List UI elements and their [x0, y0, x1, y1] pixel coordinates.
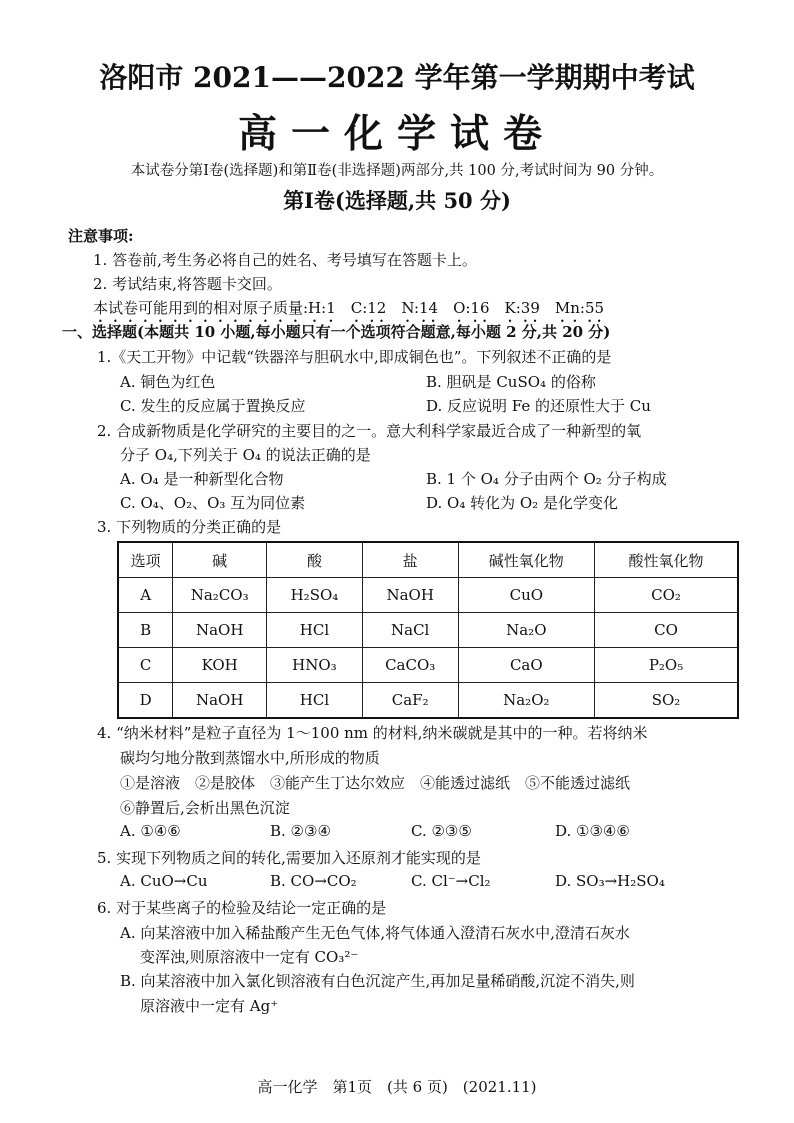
- q6-option-b-line2: 原溶液中一定有 Ag⁺: [140, 997, 279, 1015]
- q4-statements-line1: ①是溶液 ②是胶体 ③能产生丁达尔效应 ④能透过滤纸 ⑤不能透过滤纸: [120, 774, 631, 792]
- q4-stem-line2: 碳均匀地分散到蒸馏水中,所形成的物质: [120, 749, 380, 767]
- atomic-mass-line: 本试卷可能用到的相对原子质量:H:1 C:12 N:14 O:16 K:39 Mn:55: [93, 299, 605, 317]
- table-header-cell: 酸性氧化物: [595, 542, 738, 578]
- table-cell: CaF₂: [362, 683, 458, 719]
- table-cell: NaCl: [362, 613, 458, 648]
- table-cell: CO₂: [595, 578, 738, 613]
- table-cell: CuO: [458, 578, 595, 613]
- table-cell: HNO₃: [267, 648, 363, 683]
- note-item-2: 2. 考试结束,将答题卡交回。: [93, 275, 282, 293]
- q4-option-d: D. ①③④⑥: [555, 822, 630, 840]
- table-row: [118, 683, 738, 719]
- table-cell: D: [118, 683, 173, 719]
- table-cell: CaO: [458, 648, 595, 683]
- q5-option-b: B. CO→CO₂: [270, 872, 357, 890]
- table-cell: A: [118, 578, 173, 613]
- q2-stem-line1: 2. 合成新物质是化学研究的主要目的之一。意大利科学家最近合成了一种新型的氧: [97, 422, 642, 440]
- q2-stem-line2: 分子 O₄,下列关于 O₄ 的说法正确的是: [120, 446, 371, 464]
- table-header-cell: 选项: [118, 542, 173, 578]
- exam-intro: 本试卷分第Ⅰ卷(选择题)和第Ⅱ卷(非选择题)两部分,共 100 分,考试时间为 90 分钟。: [130, 163, 664, 179]
- q5-option-a: A. CuO→Cu: [120, 872, 208, 890]
- q1-option-d: D. 反应说明 Fe 的还原性大于 Cu: [426, 397, 651, 415]
- table-cell: P₂O₅: [595, 648, 738, 683]
- table-cell: Na₂O₂: [458, 683, 595, 719]
- table-cell: Na₂CO₃: [173, 578, 267, 613]
- part-one-title: 第Ⅰ卷(选择题,共 50 分): [283, 188, 511, 213]
- q4-option-a: A. ①④⑥: [120, 822, 181, 840]
- table-cell: HCl: [267, 613, 363, 648]
- table-cell: SO₂: [595, 683, 738, 719]
- notes-heading: 注意事项:: [68, 227, 134, 245]
- table-cell: H₂SO₄: [267, 578, 363, 613]
- table-row: [118, 648, 738, 683]
- table-row: [118, 613, 738, 648]
- table-cell: B: [118, 613, 173, 648]
- q2-option-a: A. O₄ 是一种新型化合物: [120, 470, 284, 488]
- q6-option-a-line1: A. 向某溶液中加入稀盐酸产生无色气体,将气体通入澄清石灰水中,澄清石灰水: [120, 924, 630, 942]
- q4-stem-line1: 4. “纳米材料”是粒子直径为 1～100 nm 的材料,纳米碳就是其中的一种。若将纳米: [97, 724, 648, 742]
- q1-stem: 1.《天工开物》中记载“铁器淬与胆矾水中,即成铜色也”。下列叙述不正确的是: [97, 348, 612, 366]
- q6-option-a-line2: 变浑浊,则原溶液中一定有 CO₃²⁻: [140, 948, 359, 966]
- classification-table: [117, 541, 739, 719]
- q6-stem: 6. 对于某些离子的检验及结论一定正确的是: [97, 899, 387, 917]
- subject-title: 高一化学试卷: [237, 111, 556, 157]
- table-header-cell: 酸: [267, 542, 363, 578]
- table-cell: Na₂O: [458, 613, 595, 648]
- table-header-cell: 盐: [362, 542, 458, 578]
- table-cell: C: [118, 648, 173, 683]
- q5-option-c: C. Cl⁻→Cl₂: [411, 872, 491, 890]
- q2-option-c: C. O₄、O₂、O₃ 互为同位素: [120, 494, 306, 512]
- table-cell: CO: [595, 613, 738, 648]
- q1-option-a: A. 铜色为红色: [120, 373, 216, 391]
- page-footer: 高一化学 第1页 (共 6 页) (2021.11): [257, 1078, 537, 1096]
- q3-stem: 3. 下列物质的分类正确的是: [97, 518, 282, 536]
- table-header-row: [118, 542, 738, 578]
- table-cell: HCl: [267, 683, 363, 719]
- table-cell: CaCO₃: [362, 648, 458, 683]
- exam-title: 洛阳市 2021——2022 学年第一学期期中考试: [99, 61, 695, 94]
- table-header-cell: 碱性氧化物: [458, 542, 595, 578]
- q5-stem: 5. 实现下列物质之间的转化,需要加入还原剂才能实现的是: [97, 849, 481, 867]
- q2-option-b: B. 1 个 O₄ 分子由两个 O₂ 分子构成: [426, 470, 667, 488]
- table-cell: NaOH: [173, 613, 267, 648]
- q4-statements-line2: ⑥静置后,会析出黑色沉淀: [120, 799, 290, 817]
- q6-option-b-line1: B. 向某溶液中加入氯化钡溶液有白色沉淀产生,再加足量稀硝酸,沉淀不消失,则: [120, 972, 635, 990]
- table-cell: NaOH: [362, 578, 458, 613]
- q5-option-d: D. SO₃→H₂SO₄: [555, 872, 665, 890]
- table-row: [118, 578, 738, 613]
- table-cell: KOH: [173, 648, 267, 683]
- q1-option-b: B. 胆矾是 CuSO₄ 的俗称: [426, 373, 596, 391]
- section-one-heading: 一、选择题(本题共 10 小题,每小题只有一个选项符合题意,每小题 2 分,共 20 分): [62, 323, 611, 341]
- note-item-1: 1. 答卷前,考生务必将自己的姓名、考号填写在答题卡上。: [93, 251, 477, 269]
- table-cell: NaOH: [173, 683, 267, 719]
- q4-option-c: C. ②③⑤: [411, 822, 472, 840]
- q4-option-b: B. ②③④: [270, 822, 331, 840]
- q1-option-c: C. 发生的反应属于置换反应: [120, 397, 306, 415]
- table-header-cell: 碱: [173, 542, 267, 578]
- q2-option-d: D. O₄ 转化为 O₂ 是化学变化: [426, 494, 618, 512]
